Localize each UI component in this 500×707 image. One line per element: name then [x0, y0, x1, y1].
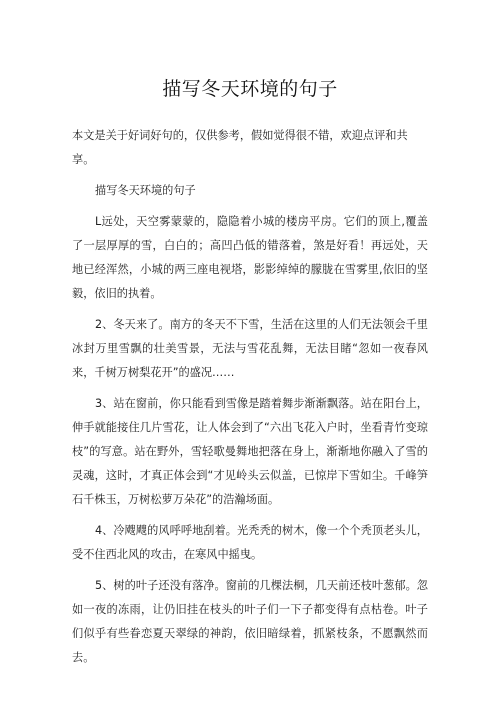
section-subheading: 描写冬天环境的句子 [95, 184, 196, 197]
body-paragraph-4: 4、冷飕飕的风呼呼地刮着。光秃秃的树木，像一个个秃顶老头儿，受不住西北风的攻击，在寒风中摇曳。 [72, 524, 428, 561]
body-paragraph-2: 2、冬天来了。南方的冬天不下雪，生活在这里的人们无法领会千里冰封万里雪飘的壮美雪景，无法与雪花乱舞，无法目睹“忽如一夜春风来，千树万树梨花开”的盛况…… [72, 318, 428, 379]
body-paragraph-1: L远处，天空雾蒙蒙的，隐隐着小城的楼房平房。它们的顶上,覆盖了一层厚厚的雪，白白的；高凹凸低的错落着，煞是好看！再远处，天地已经浑然，小城的两三座电视塔，影影绰绰的朦胧在雪雾里,依旧的坚毅，依旧的执着。 [72, 215, 428, 300]
document-title: 描写冬天环境的句子 [162, 78, 338, 100]
body-paragraph-5: 5、树的叶子还没有落净。窗前的几棵法桐，几天前还枝叶葱郁。忽如一夜的冻雨，让仍旧挂在枝头的叶子们一下子都变得有点枯卷。叶子们似乎有些眷恋夏天翠绿的神韵，依旧暗绿着，抓紧枝条，不愿飘然而去。 [72, 579, 428, 664]
intro-paragraph: 本文是关于好词好句的，仅供参考，假如觉得很不错，欢迎点评和共享。 [72, 129, 408, 166]
document-body [72, 124, 428, 670]
body-paragraph-3: 3、站在窗前，你只能看到雪像是踏着舞步渐渐飘落。站在阳台上，伸手就能接住几片雪花，让人体会到了“六出飞花入户时，坐看青竹变琼枝”的写意。站在野外，雪轻歌曼舞地把落在身上，渐渐地你融入了雪的灵魂，这时，才真正体会到“才见岭头云似盖，已惊岸下雪如尘。千峰笋石千株玉，万树松萝万朵花”的浩瀚场面。 [72, 397, 428, 506]
